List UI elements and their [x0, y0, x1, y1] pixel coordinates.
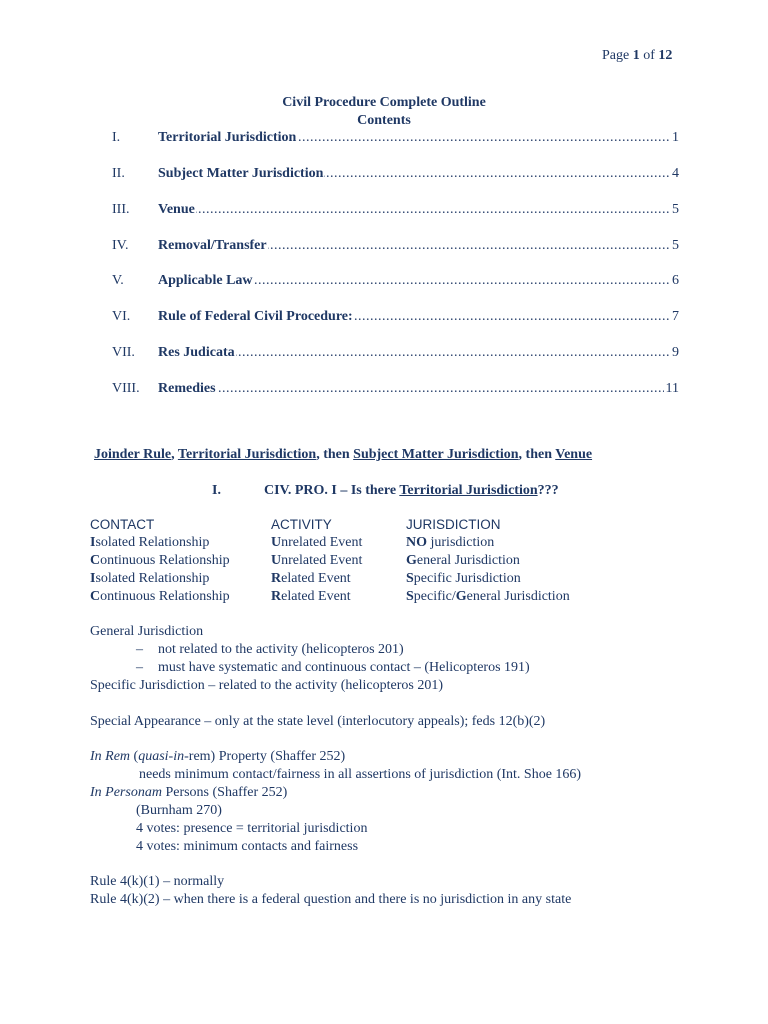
toc-page: 5	[672, 202, 679, 217]
toc-title: Rule of Federal Civil Procedure:	[158, 309, 353, 324]
toc-page: 4	[672, 166, 679, 181]
in-rem-subline: needs minimum contact/fairness in all assertions of jurisdiction (Int. Shoe 166)	[139, 767, 582, 782]
in-rem-line: In Rem (quasi-in-rem) Property (Shaffer 252)	[90, 749, 346, 764]
toc-title: Applicable Law	[158, 273, 253, 288]
toc-number: IV.	[112, 238, 129, 253]
votes-line-1: 4 votes: presence = territorial jurisdiction	[136, 821, 368, 836]
grid-contact-cell: Isolated Relationship	[90, 571, 210, 586]
link-venue: Venue	[555, 447, 593, 462]
grid-jurisdiction-cell: Specific/General Jurisdiction	[406, 589, 570, 604]
rule-4k1-line: Rule 4(k)(1) – normally	[90, 874, 225, 889]
general-jurisdiction-heading: General Jurisdiction	[90, 624, 204, 639]
toc-entry[interactable]	[112, 130, 679, 148]
toc-page: 1	[672, 130, 679, 145]
grid-contact-cell: Isolated Relationship	[90, 535, 210, 550]
toc-entry[interactable]	[112, 238, 679, 256]
specific-jurisdiction-line: Specific Jurisdiction – related to the activity (helicopteros 201)	[90, 678, 444, 693]
general-bullet-2: must have systematic and continuous contact – (Helicopteros 191)	[158, 660, 530, 675]
special-appearance-line: Special Appearance – only at the state level (interlocutory appeals); feds 12(b)(2)	[90, 714, 546, 729]
grid-activity-cell: Related Event	[271, 589, 351, 604]
toc-entry[interactable]	[112, 166, 679, 184]
toc-entry[interactable]	[112, 202, 679, 220]
toc-number: III.	[112, 202, 130, 217]
grid-header-jurisdiction: JURISDICTION	[406, 517, 501, 532]
toc-title: Subject Matter Jurisdiction	[158, 166, 324, 181]
toc-page: 5	[672, 238, 679, 253]
grid-activity-cell: Unrelated Event	[271, 553, 363, 568]
toc-entry[interactable]	[112, 345, 679, 363]
toc-leader	[158, 381, 669, 397]
grid-header-activity: ACTIVITY	[271, 517, 332, 532]
toc-title: Removal/Transfer	[158, 238, 267, 253]
grid-jurisdiction-cell: General Jurisdiction	[406, 553, 520, 568]
toc-leader	[158, 202, 669, 218]
burnham-line: (Burnham 270)	[136, 803, 222, 818]
grid-activity-cell: Related Event	[271, 571, 351, 586]
toc-title: Remedies	[158, 381, 216, 396]
in-personam-line: In Personam Persons (Shaffer 252)	[90, 785, 288, 800]
toc-entry[interactable]	[112, 381, 679, 399]
document-title: Civil Procedure Complete Outline	[282, 95, 486, 110]
link-territorial: Territorial Jurisdiction	[177, 447, 317, 462]
grid-jurisdiction-cell: Specific Jurisdiction	[406, 571, 521, 586]
grid-activity-cell: Unrelated Event	[271, 535, 363, 550]
grid-contact-cell: Continuous Relationship	[90, 589, 230, 604]
rule-4k2-line: Rule 4(k)(2) – when there is a federal question and there is no jurisdiction in any state	[90, 892, 572, 907]
contents-heading: Contents	[357, 113, 411, 128]
general-bullet-1: not related to the activity (helicopteros 201)	[158, 642, 404, 657]
link-joinder-rule: Joinder Rule	[94, 447, 172, 462]
toc-number: I.	[112, 130, 121, 145]
toc-title: Venue	[158, 202, 195, 217]
toc-title: Res Judicata	[158, 345, 235, 360]
bullet-dash: –	[136, 642, 143, 657]
order-of-analysis: Joinder Rule, Territorial Jurisdiction, then Subject Matter Jurisdiction, then Venue	[94, 447, 593, 462]
toc-page: 6	[672, 273, 679, 288]
toc-entry[interactable]	[112, 273, 679, 291]
link-subject-matter: Subject Matter Jurisdiction	[353, 447, 519, 462]
toc-number: VIII.	[112, 381, 140, 396]
page-number: Page 1 of 12	[602, 48, 673, 63]
toc-entry[interactable]	[112, 309, 679, 327]
grid-contact-cell: Continuous Relationship	[90, 553, 230, 568]
toc-number: VII.	[112, 345, 135, 360]
toc-page: 7	[672, 309, 679, 324]
grid-jurisdiction-cell: NO jurisdiction	[406, 535, 495, 550]
toc-page: 9	[672, 345, 679, 360]
toc-page: 11	[665, 381, 679, 396]
toc-number: II.	[112, 166, 125, 181]
toc-title: Territorial Jurisdiction	[158, 130, 297, 145]
section-heading: I. CIV. PRO. I – Is there Territorial Jurisdiction???	[212, 483, 559, 498]
votes-line-2: 4 votes: minimum contacts and fairness	[136, 839, 359, 854]
toc-number: V.	[112, 273, 124, 288]
bullet-dash: –	[136, 660, 143, 675]
grid-header-contact: CONTACT	[90, 517, 155, 532]
toc-number: VI.	[112, 309, 131, 324]
